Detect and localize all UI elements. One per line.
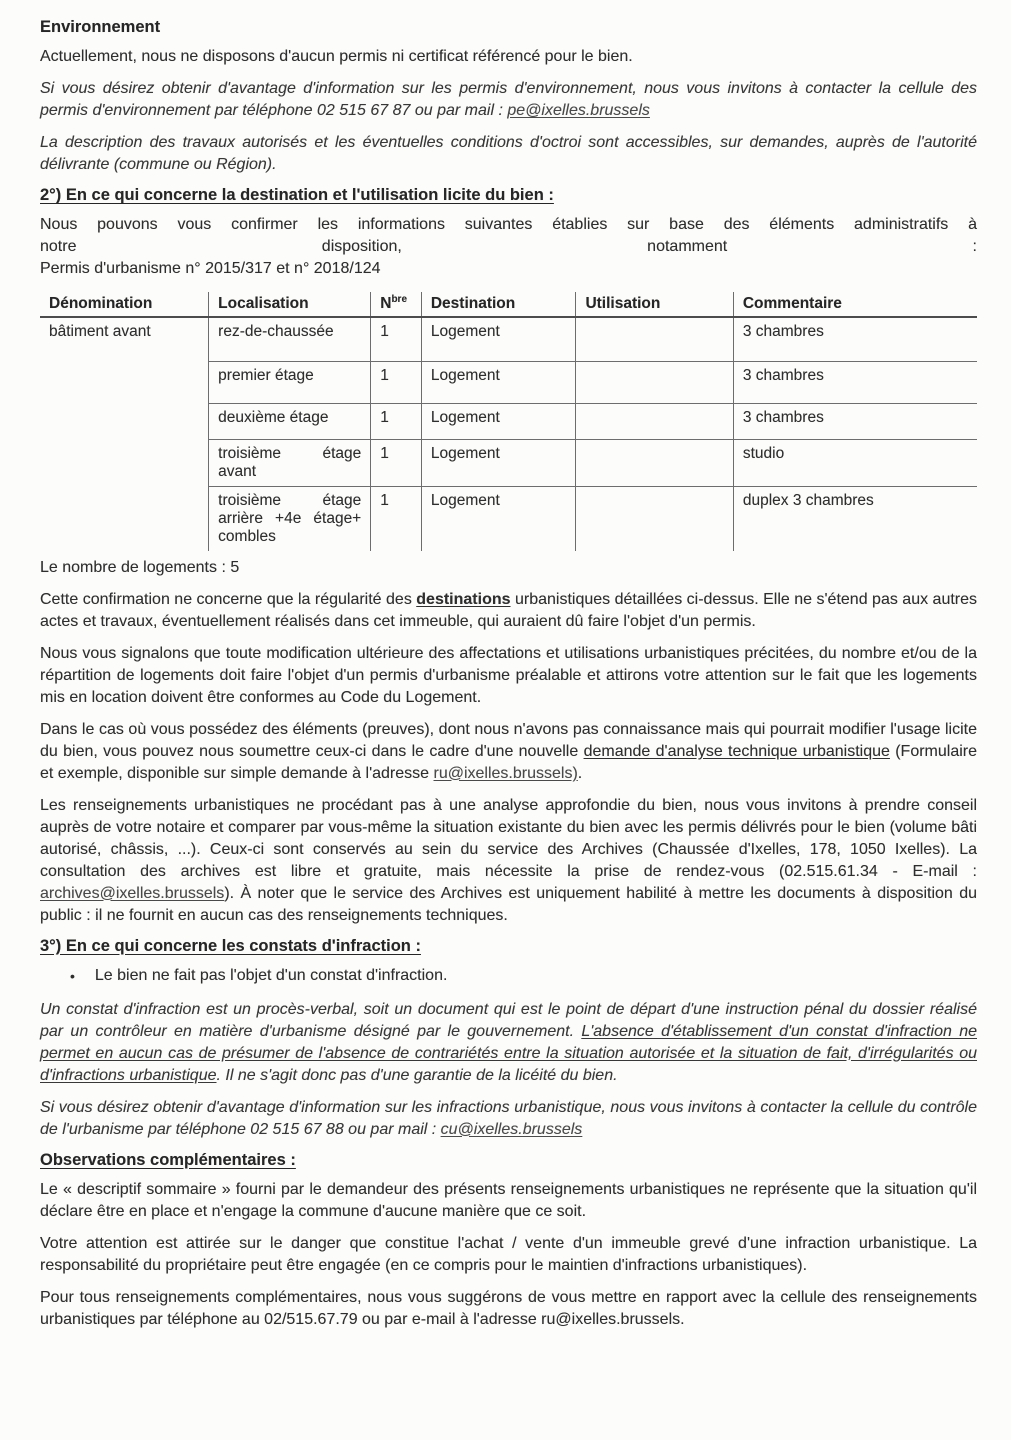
cell-nbre: 1 [371, 403, 422, 439]
cell-commentaire: duplex 3 chambres [733, 486, 977, 551]
col-header-destination: Destination [421, 292, 576, 317]
cell-localisation: troisième étage avant [209, 439, 371, 486]
intro-line-1: Nous pouvons vous confirmer les informations suivantes établies sur base des éléments administratifs à [40, 216, 977, 233]
paragraph-constat-definition [40, 999, 977, 1087]
paragraph-text: Si vous désirez obtenir d'avantage d'information sur les infractions urbanistique, nous vous invitons à contacter la cellule du contrôle de l'urbanisme par téléphone 02 515 67 88 ou par mail : [40, 1098, 977, 1138]
paragraph-text: urbanistiques détaillées ci-dessus. Elle ne s'étend pas aux autres actes et travaux, éventuellement réalisés dans cet immeuble, qui auraient dû faire l'objet d'un permis. [40, 590, 978, 630]
table-header-row [40, 292, 977, 317]
section-heading-constats-label: 3°) En ce qui concerne les constats d'infraction : [40, 936, 421, 955]
cell-destination: Logement [421, 317, 576, 361]
paragraph-description-travaux: La description des travaux autorisés et les éventuelles conditions d'octroi sont accessibles, sur demandes, auprès de l'autorité délivrante (commune ou Région). [40, 134, 977, 173]
paragraph-nombre-logements: Le nombre de logements : 5 [40, 558, 240, 576]
section-heading-destination [40, 186, 977, 205]
paragraph-renseignements-complementaires: Pour tous renseignements complémentaires, nous vous suggérons de vous mettre en rapport avec la cellule des renseignements urbanistiques par téléphone au 02/515.67.79 ou par e-mail à l'adresse ru@ixelles.brussels. [40, 1288, 977, 1328]
paragraph-modification: Nous vous signalons que toute modification ultérieure des affectations et utilisations urbanistiques précitées, du nombre et/ou de la répartition de logements doit faire l'objet d'un permis d'urbanisme préalable et attirons votre attention sur le fait que les logements mis en location doivent être conformes au Code du Logement. [40, 644, 977, 706]
paragraph-archives [40, 795, 977, 927]
cell-utilisation [576, 361, 733, 403]
cell-utilisation [576, 439, 733, 486]
cell-commentaire: 3 chambres [733, 403, 977, 439]
paragraph-text: . [577, 764, 583, 782]
paragraph-descriptif-sommaire: Le « descriptif sommaire » fourni par le demandeur des présents renseignements urbanistiques ne représente que la situation qu'il déclare être en place et n'engage la commune d'aucune manière que ce soit. [40, 1180, 977, 1220]
cell-nbre: 1 [371, 439, 422, 486]
email-link-archives: archives@ixelles.brussels [40, 884, 225, 902]
cell-nbre: 1 [371, 486, 422, 551]
cell-localisation: deuxième étage [209, 403, 371, 439]
emphasis-destinations: destinations [416, 590, 511, 608]
paragraph-text: Dans le cas où vous possédez des éléments (preuves), dont nous n'avons pas connaissance mais qui pourrait modifier l'usage licite du bien, vous pouvez nous soumettre ceux-ci dans le cadre d'une nouvelle [40, 720, 977, 760]
section-heading-observations-label: Observations complémentaires : [40, 1150, 296, 1169]
emphasis-absence-etablissement: L'absence d'établissement d'un constat d'infraction ne permet en aucun cas de présumer de l'absence de contrariétés entre la situation autorisée et la situation de fait, d'irrégularités ou d'infractions urbanistique [40, 1022, 977, 1084]
cell-destination: Logement [421, 403, 576, 439]
paragraph-preuves [40, 719, 977, 785]
section-heading-constats [40, 937, 977, 956]
paragraph-confirmation [40, 589, 977, 633]
paragraph-text: Si vous désirez obtenir d'avantage d'information sur les permis d'environnement, nous vous invitons à contacter la cellule des permis d'environnement par téléphone 02 515 67 87 ou par mail : [40, 80, 977, 119]
section-heading-environnement [40, 18, 977, 37]
section-heading-destination-label: 2°) En ce qui concerne la destination et l'utilisation licite du bien : [40, 186, 554, 204]
cell-utilisation [576, 486, 733, 551]
col-header-commentaire: Commentaire [733, 292, 977, 317]
cell-commentaire: 3 chambres [733, 317, 977, 361]
intro-word: notamment [647, 238, 728, 255]
bullet-text: Le bien ne fait pas l'objet d'un constat d'infraction. [94, 966, 448, 984]
destinations-table [40, 292, 977, 551]
emphasis-demande-analyse: demande d'analyse technique urbanistique [583, 742, 890, 760]
cell-commentaire: 3 chambres [733, 361, 977, 403]
paragraph-text: Un constat d'infraction est un procès-verbal, soit un document qui est le point de départ d'une instruction pénal du dossier réalisé par un contrôleur en matière d'urbanisme désigné par le gouvernement. [40, 1000, 977, 1040]
cell-localisation: premier étage [209, 361, 371, 403]
paragraph-text: ). À noter que le service des Archives est uniquement habilité à mettre les documents à disposition du public : il ne fournit en aucun cas des renseignements techniques. [40, 884, 977, 924]
section-heading-observations [40, 1151, 977, 1170]
email-link-pe: pe@ixelles.brussels [507, 102, 650, 119]
cell-nbre: 1 [371, 361, 422, 403]
cell-destination: Logement [421, 486, 576, 551]
col-header-denomination: Dénomination [40, 292, 209, 317]
paragraph-no-permit: Actuellement, nous ne disposons d'aucun permis ni certificat référencé pour le bien. [40, 48, 633, 65]
cell-commentaire: studio [733, 439, 977, 486]
paragraph-contact-environnement [40, 78, 977, 122]
section-heading-environnement-label: Environnement [40, 18, 161, 36]
paragraph-text: . Il ne s'agit donc pas d'une garantie de la licéité du bien. [216, 1066, 618, 1084]
email-link-cu: cu@ixelles.brussels [440, 1120, 583, 1138]
cell-utilisation [576, 317, 733, 361]
bullet-item-constat [40, 965, 977, 987]
paragraph-attention-danger: Votre attention est attirée sur le danger que constitue l'achat / vente d'un immeuble grevé d'une infraction urbanistique. La responsabilité du propriétaire peut être engagée (en ce compris pour le maintien d'infractions urbanistiques). [40, 1234, 977, 1274]
intro-word: : [972, 238, 977, 255]
paragraph-text: (Formulaire et exemple, disponible sur simple demande à l'adresse [40, 742, 978, 782]
cell-destination: Logement [421, 439, 576, 486]
intro-word: notre [40, 238, 77, 255]
email-link-ru: ru@ixelles.brussels) [433, 764, 578, 782]
cell-denomination: bâtiment avant [49, 323, 151, 340]
paragraph-text: Cette confirmation ne concerne que la régularité des [40, 590, 417, 608]
col-header-utilisation: Utilisation [576, 292, 733, 317]
intro-line-2 [40, 236, 977, 258]
paragraph-contact-controle [40, 1097, 977, 1141]
table-row [40, 317, 977, 361]
cell-destination: Logement [421, 361, 576, 403]
cell-nbre: 1 [371, 317, 422, 361]
intro-word: disposition, [321, 238, 402, 255]
cell-utilisation [576, 403, 733, 439]
bullet-icon: • [70, 967, 75, 984]
cell-localisation: rez-de-chaussée [209, 317, 371, 361]
paragraph-text: Les renseignements urbanistiques ne procédant pas à une analyse approfondie du bien, nous vous invitons à prendre conseil auprès de votre notaire et comparer par vous-même la situation existante du bien avec les permis délivrés pour le bien (volume bâti autorisé, châssis, ...). Ceux-ci sont conservés au sein du service des Archives (Chaussée d'Ixelles, 178, 1050 Ixelles). La consultation des archives est libre et gratuite, mais nécessite la prise de rendez-vous (02.515.61.34 - E-mail : [40, 796, 977, 880]
intro-line-3: Permis d'urbanisme n° 2015/317 et n° 2018/124 [40, 260, 381, 277]
col-header-localisation: Localisation [209, 292, 371, 317]
col-header-nbre: $N^{bre}$ [371, 292, 422, 317]
cell-localisation: troisième étage arrière +4e étage+ combles [209, 486, 371, 551]
